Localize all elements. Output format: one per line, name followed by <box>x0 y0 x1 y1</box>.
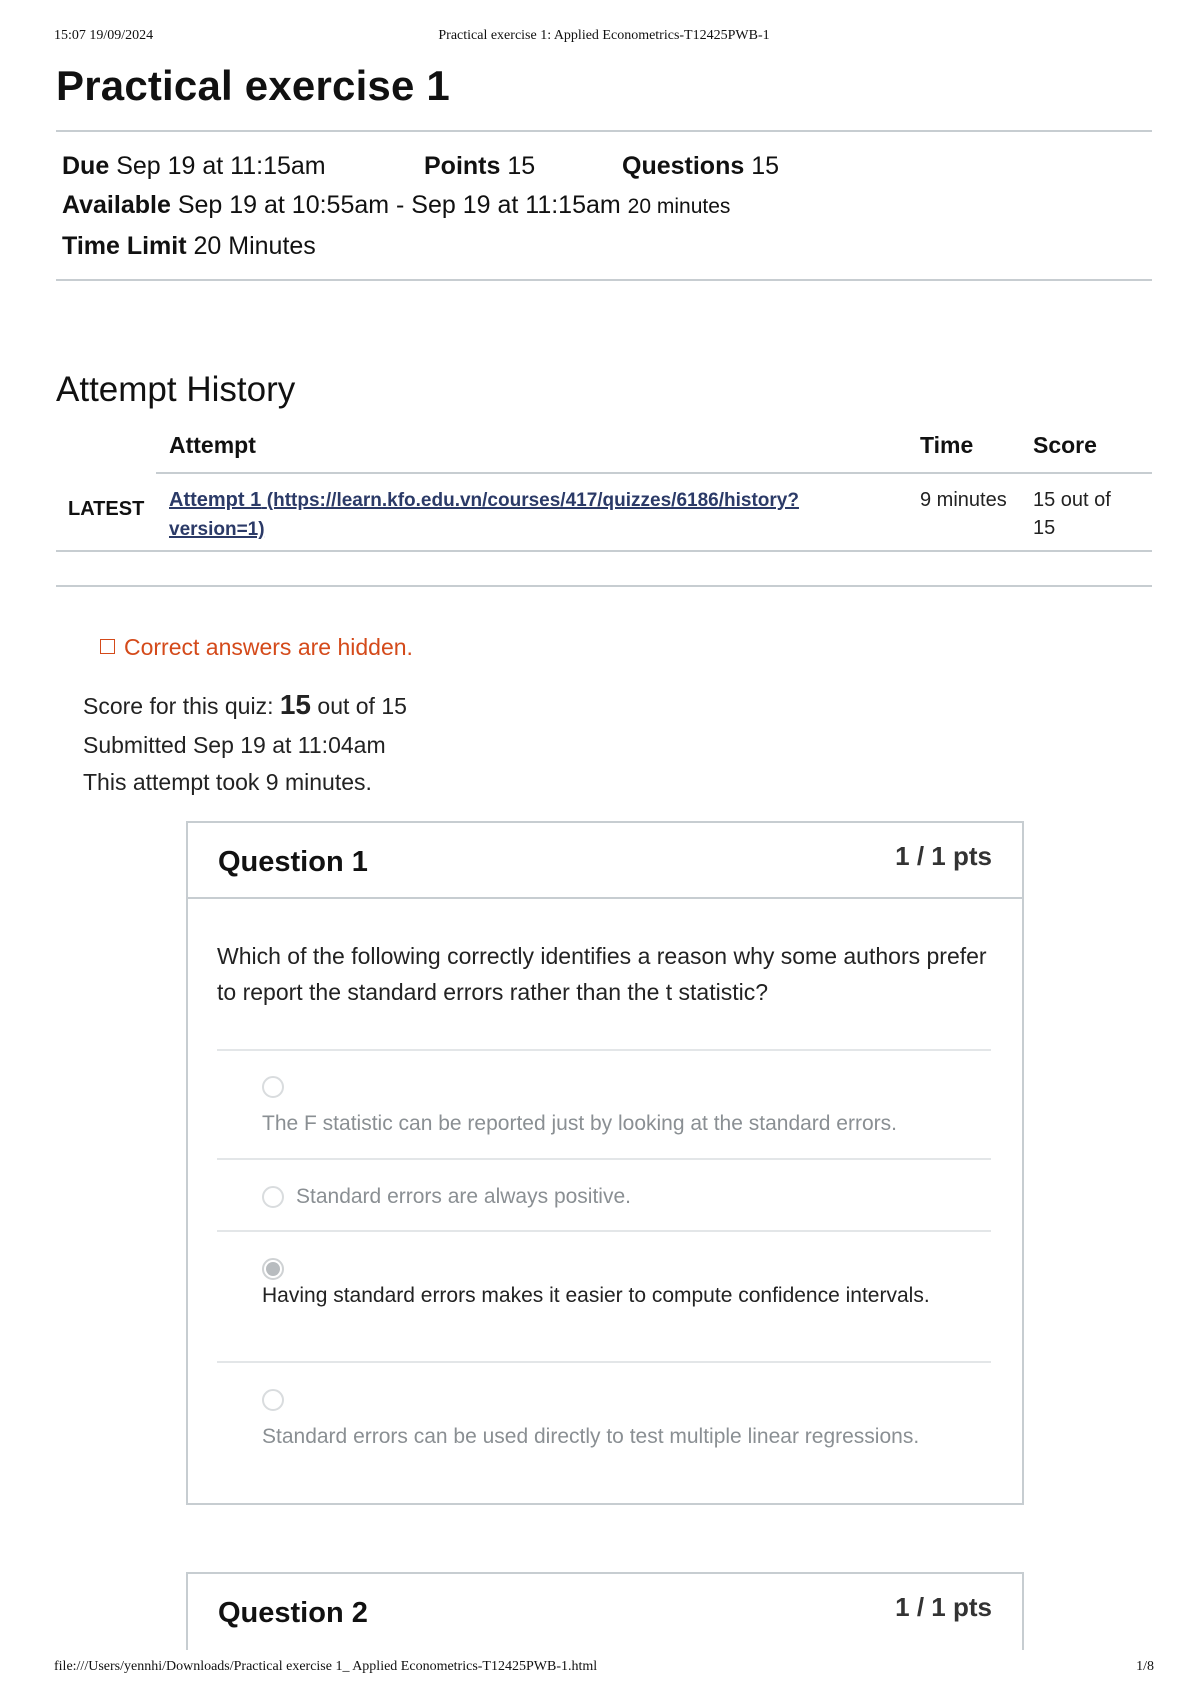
question-1-header <box>188 823 1022 899</box>
due-value: Sep 19 at 11:15am <box>116 152 326 180</box>
answers-hidden-notice <box>100 634 413 661</box>
question-2-title: Question 2 <box>218 1597 368 1629</box>
meta-divider <box>56 279 1152 281</box>
score-suffix: out of 15 <box>317 693 407 719</box>
submitted-at: Submitted Sep 19 at 11:04am <box>83 732 386 758</box>
quiz-points <box>424 152 535 181</box>
attempt-link-url: (https://learn.kfo.edu.vn/courses/417/quizzes/6186/history?version=1) <box>169 490 799 540</box>
latest-badge: LATEST <box>68 498 145 520</box>
print-file-path: file:///Users/yennhi/Downloads/Practical exercise 1_ Applied Econometrics-T12425PWB-1.html <box>54 1659 598 1674</box>
quiz-available <box>62 191 730 220</box>
option-2-label: Standard errors are always positive. <box>296 1185 631 1208</box>
option-4-radio[interactable] <box>262 1389 284 1411</box>
option-divider <box>217 1158 991 1160</box>
quiz-score <box>83 689 407 721</box>
col-header-score: Score <box>1033 432 1097 458</box>
option-1-radio[interactable] <box>262 1076 284 1098</box>
option-3-label: Having standard errors makes it easier to compute confidence intervals. <box>262 1284 930 1307</box>
available-label: Available <box>62 191 171 219</box>
history-divider <box>56 585 1152 587</box>
due-label: Due <box>62 152 110 180</box>
title-divider <box>56 130 1152 132</box>
score-value: 15 <box>279 689 312 720</box>
option-3-radio-selected[interactable] <box>262 1258 284 1280</box>
page-title: Practical exercise 1 <box>56 62 450 109</box>
points-label: Points <box>424 152 501 180</box>
option-divider <box>217 1230 991 1232</box>
question-1-text: Which of the following correctly identifies a reason why some authors prefer to report the standard errors rather than the t statistic? <box>217 943 987 1005</box>
question-2-points: 1 / 1 pts <box>895 1592 992 1622</box>
print-header <box>54 28 1154 48</box>
attempt-history-title: Attempt History <box>56 370 296 409</box>
print-page-title: Practical exercise 1: Applied Econometrics-T12425PWB-1 <box>438 28 770 43</box>
attempt-time: 9 minutes <box>920 489 1007 511</box>
notice-text: Correct answers are hidden. <box>124 634 413 660</box>
available-value: Sep 19 at 10:55am - Sep 19 at 11:15am <box>177 191 621 219</box>
points-value: 15 <box>507 152 536 180</box>
question-2-header <box>188 1574 1022 1648</box>
questions-value: 15 <box>751 152 780 180</box>
time-limit-label: Time Limit <box>62 232 187 260</box>
option-2-radio[interactable] <box>262 1186 284 1208</box>
time-limit-value: 20 Minutes <box>193 232 316 260</box>
questions-label: Questions <box>622 152 745 180</box>
col-header-time: Time <box>920 432 974 458</box>
score-prefix: Score for this quiz: <box>83 693 274 719</box>
option-divider <box>217 1049 991 1051</box>
print-footer <box>54 1659 1154 1679</box>
available-duration: 20 minutes <box>627 195 731 218</box>
attempt-link-text: Attempt 1 <box>169 489 262 511</box>
attempt-duration: This attempt took 9 minutes. <box>83 769 372 795</box>
row-divider <box>56 550 1152 552</box>
col-header-attempt: Attempt <box>169 432 256 458</box>
option-1-label: The F statistic can be reported just by looking at the standard errors. <box>262 1112 897 1135</box>
question-1-card <box>186 821 1024 1505</box>
info-box-icon <box>100 639 115 654</box>
print-datetime: 15:07 19/09/2024 <box>54 28 154 43</box>
option-divider <box>217 1361 991 1363</box>
quiz-questions <box>622 152 779 181</box>
attempt-score: 15 out of 15 <box>1033 489 1111 539</box>
header-divider <box>156 472 1152 474</box>
quiz-due <box>62 152 326 181</box>
question-1-title: Question 1 <box>218 846 368 878</box>
option-4-label: Standard errors can be used directly to test multiple linear regressions. <box>262 1425 920 1448</box>
attempt-1-link[interactable] <box>169 486 829 544</box>
question-2-card <box>186 1572 1024 1650</box>
quiz-time-limit <box>62 232 316 261</box>
print-page-number: 1/8 <box>1136 1659 1154 1674</box>
question-1-points: 1 / 1 pts <box>895 841 992 871</box>
